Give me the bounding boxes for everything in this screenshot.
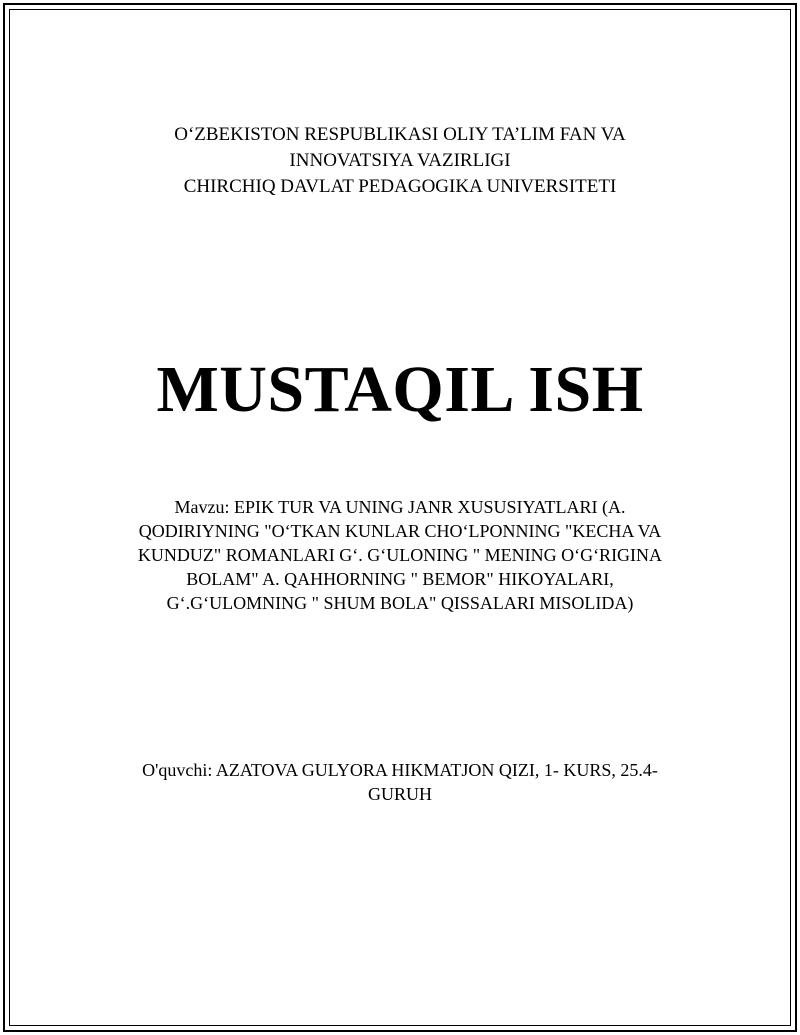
student-info bbox=[0, 758, 800, 806]
topic-line: BOLAM" A. QAHHORNING " BEMOR" HIKOYALARI, bbox=[186, 569, 614, 589]
header-line-ministry-1: O‘ZBEKISTON RESPUBLIKASI OLIY TA’LIM FAN VA bbox=[174, 124, 626, 145]
student-line: O'quvchi: AZATOVA GULYORA HIKMATJON QIZI, 1- KURS, 25.4- bbox=[142, 760, 658, 780]
institution-header bbox=[0, 122, 800, 200]
topic-line: Mavzu: EPIK TUR VA UNING JANR XUSUSIYATLARI (A. bbox=[174, 497, 626, 517]
topic-line: KUNDUZ" ROMANLARI G‘. G‘ULONING " MENING O‘G‘RIGINA bbox=[137, 545, 663, 565]
header-line-ministry-2: INNOVATSIYA VAZIRLIGI bbox=[289, 150, 511, 171]
header-line-university: CHIRCHIQ DAVLAT PEDAGOGIKA UNIVERSITETI bbox=[183, 176, 617, 197]
topic-line: QODIRIYNING "O‘TKAN KUNLAR CHO‘LPONNING "KECHA VA bbox=[138, 521, 662, 541]
document-title: MUSTAQIL ISH bbox=[156, 353, 644, 426]
student-line: GURUH bbox=[367, 784, 432, 804]
topic-line: G‘.G‘ULOMNING " SHUM BOLA" QISSALARI MISOLIDA) bbox=[166, 593, 634, 613]
topic-block bbox=[0, 495, 800, 615]
